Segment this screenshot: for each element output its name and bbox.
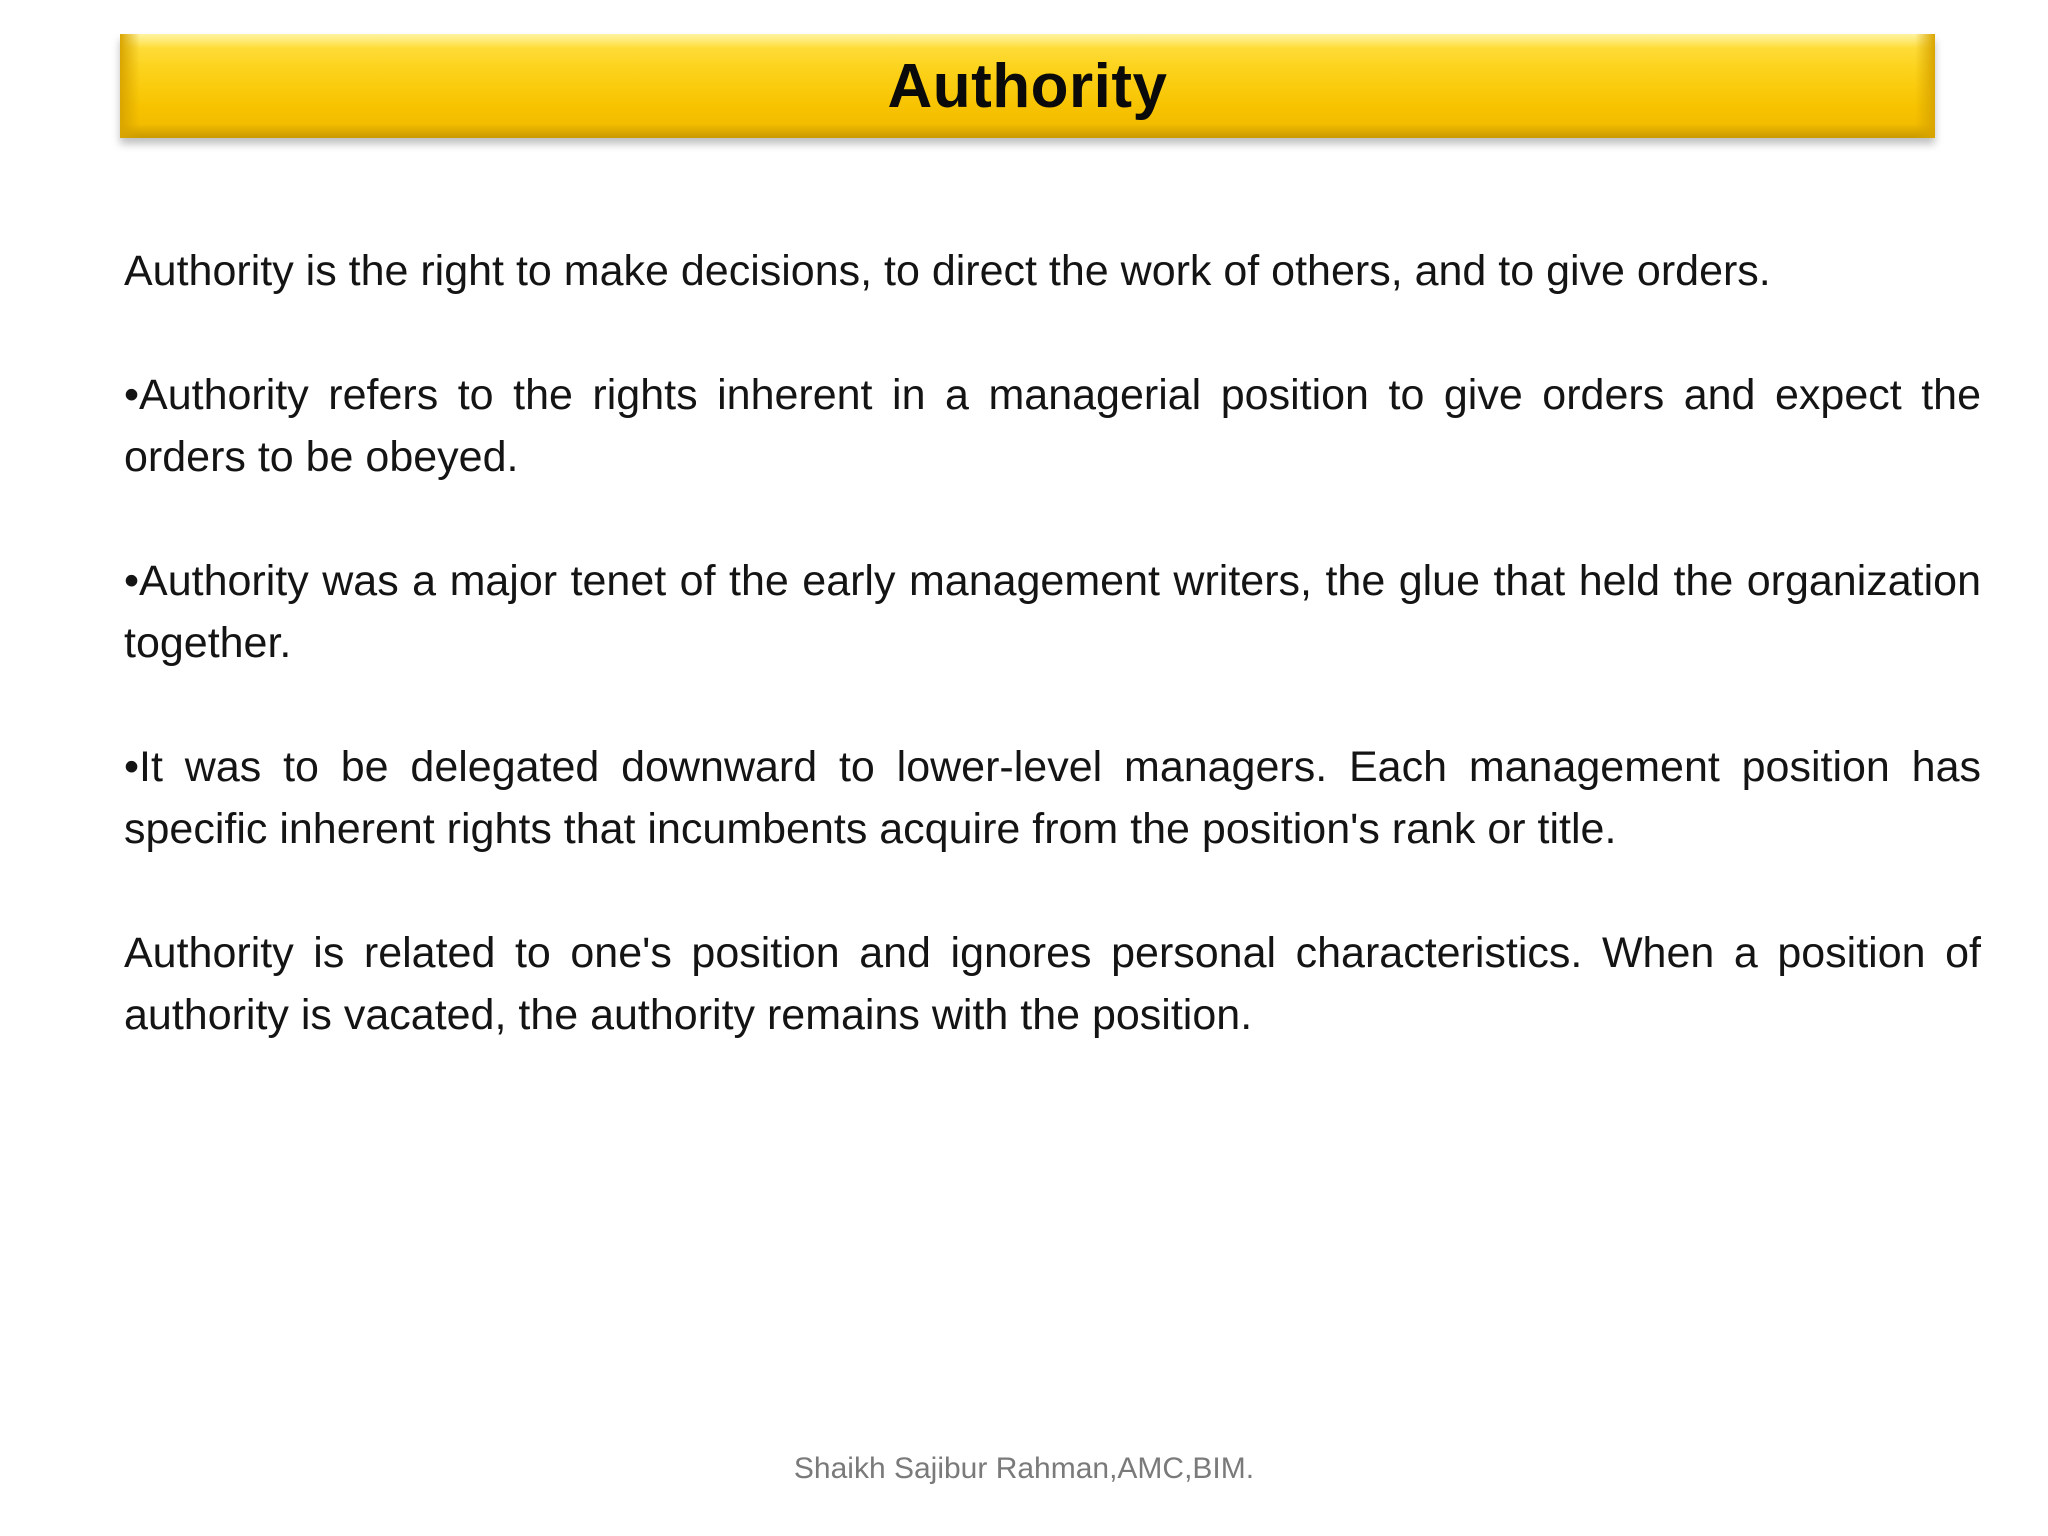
slide-footer: Shaikh Sajibur Rahman,AMC,BIM. bbox=[793, 1452, 1255, 1485]
title-banner bbox=[120, 34, 1935, 138]
paragraph-position: Authority is related to one's position and ignores personal characteristics. When a position of authority is vacated, the authority remains with the position. bbox=[124, 929, 1981, 1039]
paragraph-bullet-rights: •Authority refers to the rights inherent in a managerial position to give orders and expect the orders to be obeyed. bbox=[124, 371, 1981, 481]
paragraph-bullet-delegation: •It was to be delegated downward to lower-level managers. Each management position has specific inherent rights that incumbents acquire from the position's rank or title. bbox=[124, 743, 1981, 853]
slide-body bbox=[124, 240, 1981, 1108]
slide-title: Authority bbox=[887, 51, 1168, 121]
paragraph-bullet-tenet: •Authority was a major tenet of the early management writers, the glue that held the organization together. bbox=[124, 557, 1981, 667]
paragraph-definition: Authority is the right to make decisions, to direct the work of others, and to give orders. bbox=[124, 247, 1771, 295]
